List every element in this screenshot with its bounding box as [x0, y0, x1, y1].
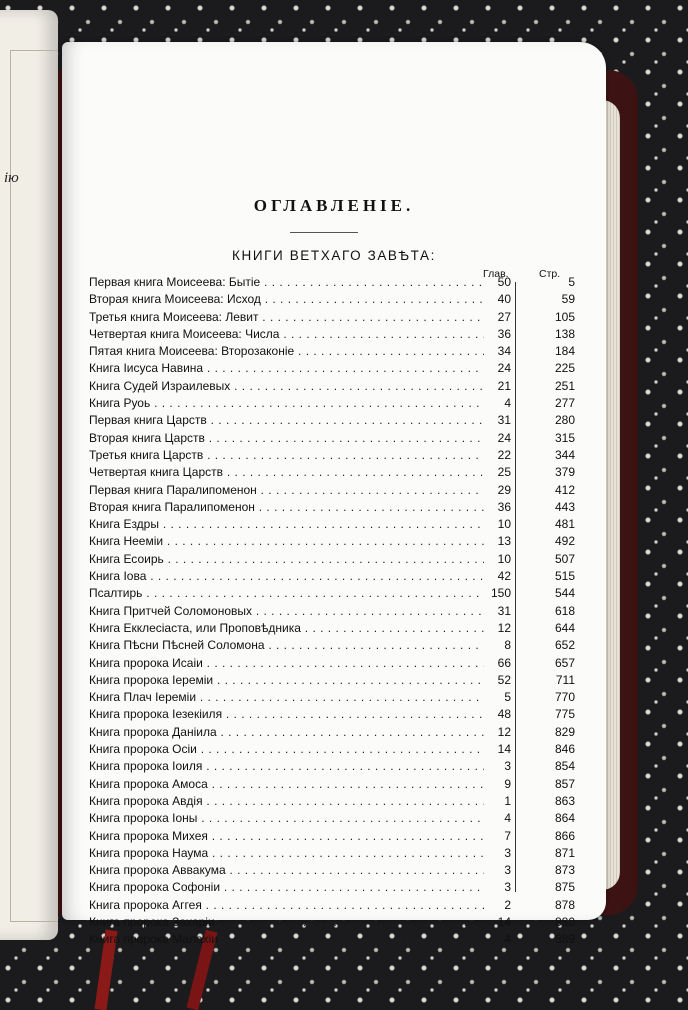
- contents-entry: [89, 464, 589, 481]
- left-page-text-fragment: ію: [4, 170, 19, 186]
- contents-entry: [89, 309, 589, 326]
- chapter-count: 40: [497, 292, 511, 307]
- chapter-count: 36: [497, 499, 511, 514]
- title-divider: [290, 232, 358, 233]
- contents-entry: [89, 395, 589, 412]
- page-number: 871: [554, 845, 575, 860]
- page-number: 515: [554, 569, 575, 584]
- book-name: Четвертая книга Царств . . .: [89, 464, 484, 481]
- chapter-count: 4: [504, 396, 511, 411]
- page-number: 846: [554, 742, 575, 757]
- contents-entry: [89, 828, 589, 845]
- contents-entry: [89, 291, 589, 308]
- page-number: 711: [555, 672, 575, 687]
- book-name: Первая книга Царств . . .: [89, 412, 484, 429]
- book-name: Вторая книга Паралипоменон . . .: [89, 499, 484, 516]
- chapter-count: 3: [504, 845, 511, 860]
- chapter-count: 24: [497, 361, 511, 376]
- contents-entry: [89, 672, 589, 689]
- book-name: Книга Есоирь . . .: [89, 551, 484, 568]
- contents-entry: [89, 706, 589, 723]
- page-number: 59: [561, 292, 575, 307]
- page-number: 864: [554, 811, 575, 826]
- book-name: Книга пророка Авдія . . .: [89, 793, 484, 810]
- chapters-column-header: Глав.: [483, 268, 509, 280]
- book-name: Первая книга Моисеева: Бытіе . . .: [89, 274, 484, 291]
- contents-entry: [89, 568, 589, 585]
- contents-entry: [89, 793, 589, 810]
- contents-entry: [89, 879, 589, 896]
- book-name: Книга пророка Іоиля . . .: [89, 758, 484, 775]
- book-name: Четвертая книга Моисеева: Числа . . .: [89, 326, 484, 343]
- page-number: 138: [554, 326, 575, 341]
- contents-entry: [89, 724, 589, 741]
- chapter-count: 12: [497, 620, 511, 635]
- book-name: Книга Іисуса Навина . . .: [89, 360, 484, 377]
- book-name: Книга Нееміи . . .: [89, 533, 484, 550]
- page-title: ОГЛАВЛЕНІЕ.: [253, 196, 415, 215]
- chapter-count: 3: [504, 880, 511, 895]
- contents-list: [89, 274, 589, 949]
- chapter-count: 150: [490, 586, 511, 601]
- book-name: Книга пророка Іезекіиля . . .: [89, 706, 484, 723]
- page-number: 412: [554, 482, 575, 497]
- page-number: 315: [554, 430, 575, 445]
- chapter-count: 50: [497, 275, 511, 289]
- book-name: Книга пророка Аггея . . .: [89, 897, 484, 914]
- page-number: 344: [554, 447, 575, 462]
- chapter-count: 34: [497, 344, 511, 359]
- contents-entry: [89, 897, 589, 914]
- book-name: Книга Судей Израилевых . . .: [89, 378, 484, 395]
- contents-entry: [89, 810, 589, 827]
- book-name: Вторая книга Моисеева: Исход . . .: [89, 291, 484, 308]
- page-number: 280: [554, 413, 575, 428]
- contents-page: [62, 42, 606, 947]
- page-number: 379: [554, 465, 575, 480]
- contents-entry: [89, 516, 589, 533]
- book-name: Книга пророка Малахіи . . .: [89, 931, 484, 948]
- page-number: 492: [554, 534, 575, 549]
- page-number: 880: [554, 914, 575, 929]
- chapter-count: 2: [504, 897, 511, 912]
- chapter-count: 3: [504, 759, 511, 774]
- contents-entry: [89, 689, 589, 706]
- contents-entry: [89, 551, 589, 568]
- chapter-count: 36: [497, 326, 511, 341]
- chapter-count: 10: [497, 517, 511, 532]
- chapter-count: 48: [497, 707, 511, 722]
- book-name: Книга пророка Іереміи . . .: [89, 672, 484, 689]
- book-name: Книга пророка Михея . . .: [89, 828, 484, 845]
- chapter-count: 27: [497, 309, 511, 324]
- book-name: Псалтирь . . .: [89, 585, 484, 602]
- chapter-count: 7: [504, 828, 511, 843]
- contents-entry: [89, 914, 589, 931]
- page-number: 443: [554, 499, 575, 514]
- book-name: Книга пророка Амоса . . .: [89, 776, 484, 793]
- book-name: Пятая книга Моисеева: Второзаконіе . . .: [89, 343, 484, 360]
- contents-entry: [89, 412, 589, 429]
- chapter-count: 14: [497, 914, 511, 929]
- book-name: Первая книга Паралипоменон . . .: [89, 482, 484, 499]
- book-name: Книга пророка Софоніи . . .: [89, 879, 484, 896]
- chapter-count: 3: [504, 863, 511, 878]
- book-name: Книга Плач Іереміи . . .: [89, 689, 484, 706]
- page-number: 544: [554, 586, 575, 601]
- contents-entry: [89, 482, 589, 499]
- contents-entry: [89, 603, 589, 620]
- page-number: 251: [554, 378, 575, 393]
- chapter-count: 21: [497, 378, 511, 393]
- page-number: 854: [554, 759, 575, 774]
- page-number: 644: [554, 620, 575, 635]
- page-number: 775: [554, 707, 575, 722]
- book-name: Третья книга Моисеева: Левит . . .: [89, 309, 484, 326]
- page-number: 829: [554, 724, 575, 739]
- chapter-count: 4: [504, 811, 511, 826]
- page-number: 105: [554, 309, 575, 324]
- chapter-count: 25: [497, 465, 511, 480]
- page-number: 652: [554, 638, 575, 653]
- contents-entry: [89, 845, 589, 862]
- page-number: 875: [554, 880, 575, 895]
- chapter-count: 1: [504, 793, 511, 808]
- book-name: Книга пророка Исаіи . . .: [89, 655, 484, 672]
- page-number: 507: [554, 551, 575, 566]
- pages-column-header: Стр.: [539, 268, 561, 280]
- page-number: 770: [554, 690, 575, 705]
- chapter-count: 8: [504, 638, 511, 653]
- chapter-count: 52: [497, 672, 511, 687]
- book-name: Книга Руоь . . .: [89, 395, 484, 412]
- page-number: 5: [568, 275, 575, 289]
- chapter-count: 29: [497, 482, 511, 497]
- book-name: Книга Пѣсни Пѣсней Соломона . . .: [89, 637, 484, 654]
- page-number: 657: [554, 655, 575, 670]
- book-name: Книга пророка Осіи . . .: [89, 741, 484, 758]
- page-number: 878: [554, 897, 575, 912]
- page-number: 866: [554, 828, 575, 843]
- book-name: Книга Притчей Соломоновых . . .: [89, 603, 484, 620]
- chapter-count: 42: [497, 569, 511, 584]
- page-number: 889: [554, 932, 575, 947]
- contents-entry: [89, 499, 589, 516]
- contents-entry: [89, 585, 589, 602]
- contents-entry: [89, 378, 589, 395]
- page-number: 184: [554, 344, 575, 359]
- book-name: Книга пророка Наума . . .: [89, 845, 484, 862]
- book-name: Книга Ездры . . .: [89, 516, 484, 533]
- contents-entry: [89, 637, 589, 654]
- page-number: 277: [554, 396, 575, 411]
- chapter-count: 5: [504, 690, 511, 705]
- book-name: Вторая книга Царств . . .: [89, 430, 484, 447]
- page-number: 863: [554, 793, 575, 808]
- contents-entry: [89, 931, 589, 948]
- contents-entry: [89, 343, 589, 360]
- page-number: 618: [554, 603, 575, 618]
- book-name: Третья книга Царств . . .: [89, 447, 484, 464]
- chapter-count: 22: [497, 447, 511, 462]
- book-name: Книга пророка Іоны . . .: [89, 810, 484, 827]
- page-number: 481: [554, 517, 575, 532]
- contents-entry: [89, 620, 589, 637]
- chapter-count: 13: [497, 534, 511, 549]
- contents-entry: [89, 274, 589, 291]
- contents-entry: [89, 741, 589, 758]
- book-name: Книга пророка Аввакума . . .: [89, 862, 484, 879]
- section-title: КНИГИ ВЕТХАГО ЗАВѢТА:: [232, 248, 436, 263]
- book-name: Книга пророка Захаріи . . .: [89, 914, 484, 931]
- chapter-count: 9: [504, 776, 511, 791]
- chapter-count: 66: [497, 655, 511, 670]
- book-name: Книга пророка Даніила . . .: [89, 724, 484, 741]
- chapter-count: 31: [497, 413, 511, 428]
- book-name: Книга Іова . . .: [89, 568, 484, 585]
- chapter-count: 12: [497, 724, 511, 739]
- chapter-count: 31: [497, 603, 511, 618]
- book-name: Книга Екклесіаста, или Проповѣдника . . .: [89, 620, 484, 637]
- chapter-count: 24: [497, 430, 511, 445]
- contents-entry: [89, 655, 589, 672]
- page-number: 225: [554, 361, 575, 376]
- contents-entry: [89, 326, 589, 343]
- contents-entry: [89, 360, 589, 377]
- contents-entry: [89, 862, 589, 879]
- contents-entry: [89, 758, 589, 775]
- contents-entry: [89, 776, 589, 793]
- page-number: 873: [554, 863, 575, 878]
- contents-entry: [89, 533, 589, 550]
- left-page: [0, 10, 58, 940]
- contents-entry: [89, 430, 589, 447]
- page-number: 857: [554, 776, 575, 791]
- chapter-count: 14: [497, 742, 511, 757]
- chapter-count: 4: [504, 932, 511, 947]
- chapter-count: 10: [497, 551, 511, 566]
- contents-entry: [89, 447, 589, 464]
